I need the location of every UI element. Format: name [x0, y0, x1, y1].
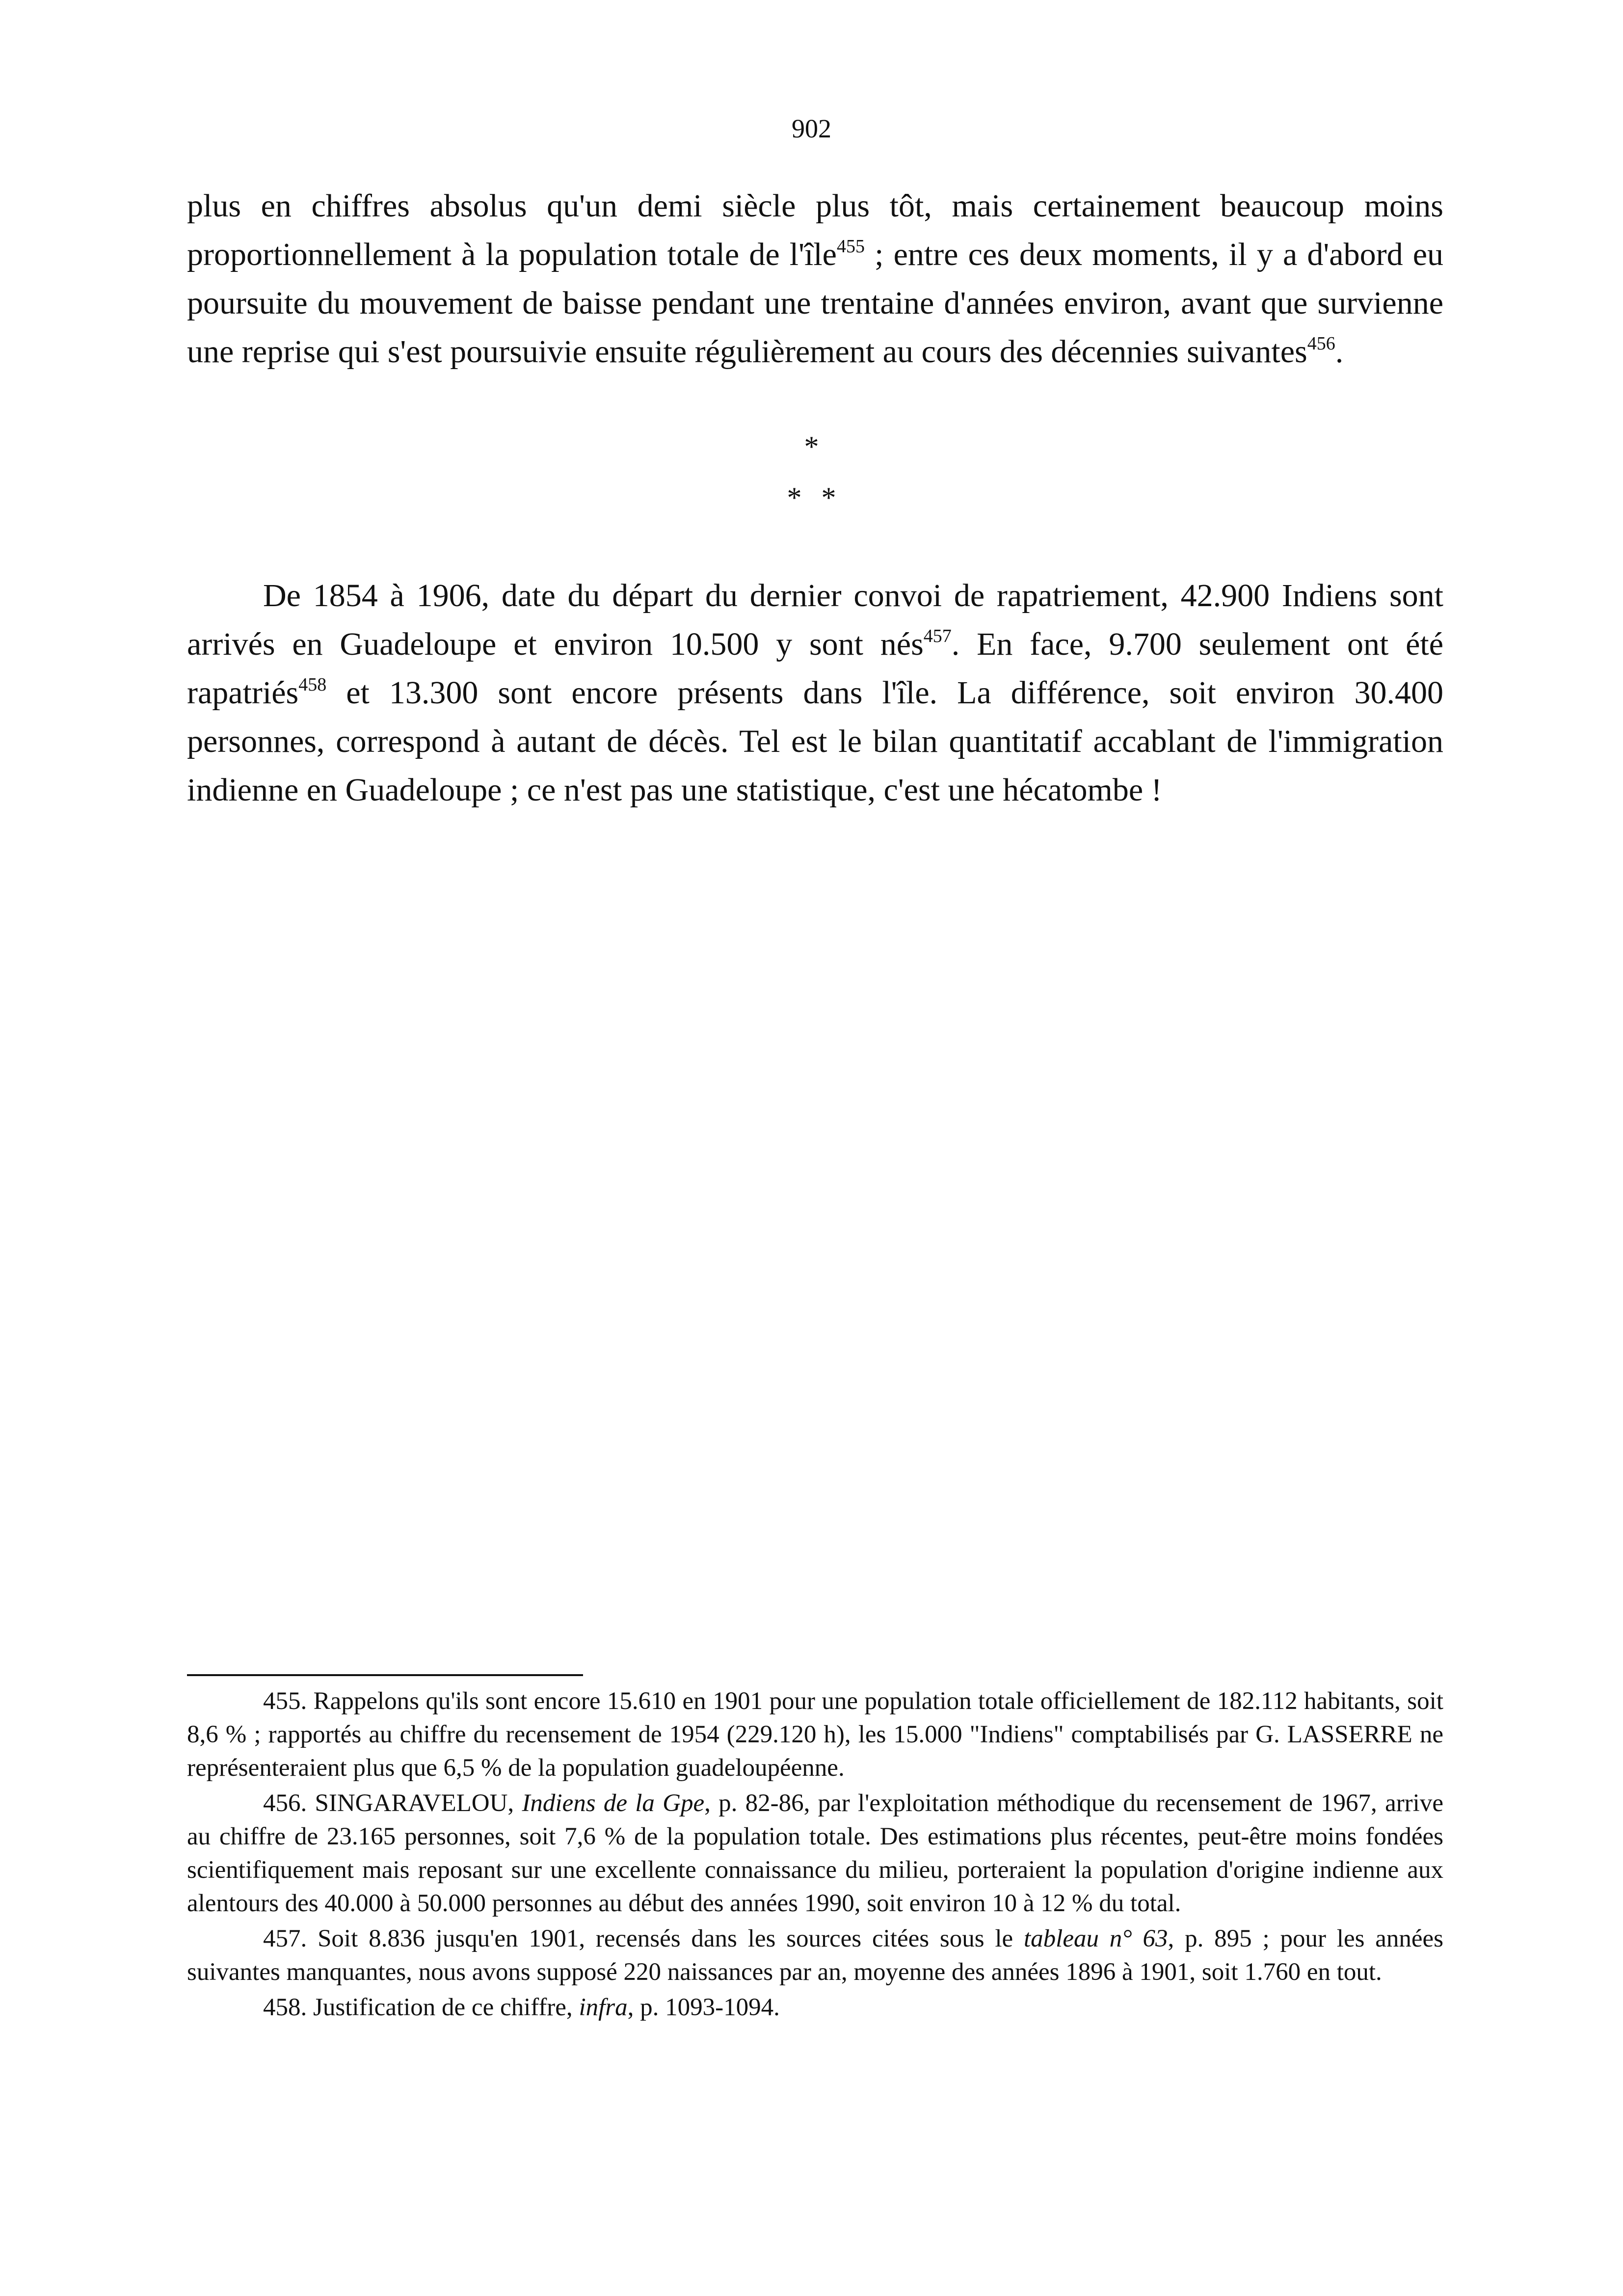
- paragraph-text: et 13.300 sont encore présents dans l'île. La différence, soit environ 30.400 personnes, correspond à autant de décès. Tel est le bilan quantitatif accablant de l'immigration indienne en Guadeloupe ; ce n'est pas une statistique, c'est une hécatombe !: [187, 675, 1443, 808]
- footnote-text: 456. SINGARAVELOU,: [263, 1789, 522, 1817]
- body-paragraph-1: [187, 182, 1443, 376]
- footnote-title-italic: Indiens de la Gpe: [522, 1789, 705, 1817]
- paragraph-text: De 1854 à 1906, date du départ du dernier convoi de rapatriement, 42.900 Indiens sont arrivés en Guadeloupe et environ 10.500 y sont nés: [187, 578, 1443, 662]
- asterisk: *: [821, 481, 836, 514]
- paragraph-text: plus en chiffres absolus qu'un demi siècle plus tôt, mais certainement beaucoup moins proportionnellement à la population totale de l'île: [187, 188, 1443, 272]
- footnote-ref-456: 456: [1307, 333, 1335, 354]
- footnote-ref-455: 455: [836, 236, 865, 257]
- footnote-text: 455. Rappelons qu'ils sont encore 15.610 en 1901 pour une population totale officiellement de 182.112 habitants, soit 8,6 % ; rapportés au chiffre du recensement de 1954 (229.120 h), les 15.000 "Indiens" comptabilisés par G. LASSERRE ne représenteraient plus que 6,5 % de la population guadeloupéenne.: [187, 1687, 1443, 1782]
- body-paragraph-2: [187, 571, 1443, 814]
- section-separator-top: [0, 432, 1623, 461]
- footnote-text: , p. 82-86, par l'exploitation méthodique du recensement de 1967, arrive au chiffre de 23.165 personnes, soit 7,6 % de la population totale. Des estimations plus récentes, peut-être moins fondées scientifiquement mais reposant sur une excellente connaissance du milieu, porteraient la population d'origine indienne aux alentours des 40.000 à 50.000 personnes au début des années 1990, soit environ 10 à 12 % du total.: [187, 1789, 1443, 1917]
- asterisk: *: [787, 481, 802, 514]
- footnote-ref-458: 458: [298, 674, 327, 695]
- footnote-divider: [187, 1674, 583, 1676]
- footnote-text: 457. Soit 8.836 jusqu'en 1901, recensés dans les sources citées sous le: [263, 1925, 1024, 1952]
- footnote-455: [187, 1684, 1443, 1785]
- footnote-458: [187, 1991, 1443, 2024]
- paragraph-text: . En face, 9.700 seulement ont été rapatriés: [187, 626, 1444, 711]
- footnote-457: [187, 1922, 1443, 1989]
- footnote-456: [187, 1787, 1443, 1920]
- footnotes-section: [187, 1684, 1443, 2026]
- footnote-text: , p. 895 ; pour les années suivantes manquantes, nous avons supposé 220 naissances par an, moyenne des années 1896 à 1901, soit 1.760 en tout.: [187, 1925, 1444, 1986]
- footnote-text: 458. Justification de ce chiffre,: [263, 1994, 579, 2021]
- page-number: 902: [792, 114, 831, 143]
- section-separator-bottom: [0, 483, 1623, 512]
- footnote-text: , p. 1093-1094.: [627, 1994, 780, 2021]
- paragraph-text: ; entre ces deux moments, il y a d'abord eu poursuite du mouvement de baisse pendant une trentaine d'années environ, avant que survienne une reprise qui s'est poursuivie ensuite régulièrement au cours des décennies suivantes: [187, 237, 1443, 370]
- asterisk: *: [804, 430, 819, 463]
- footnote-table-ref-italic: tableau n° 63: [1024, 1925, 1168, 1952]
- paragraph-text: .: [1335, 334, 1344, 370]
- footnote-ref-457: 457: [923, 626, 952, 646]
- footnote-ref-italic: infra: [579, 1994, 628, 2021]
